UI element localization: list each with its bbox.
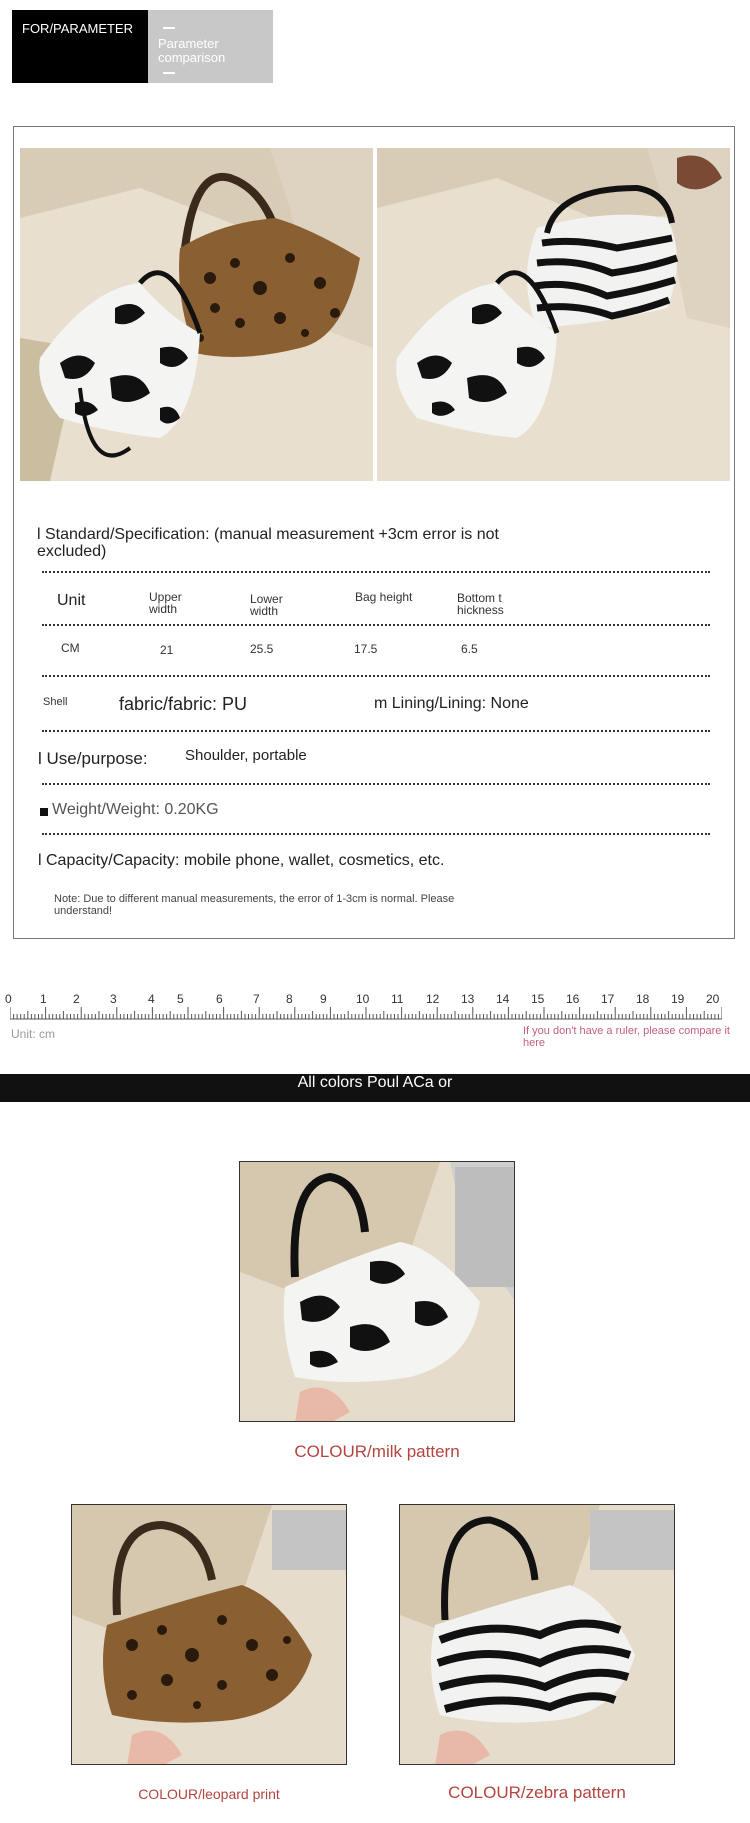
divider [42, 730, 710, 732]
product-image-milk-pattern [239, 1161, 515, 1422]
caption-leopard-print: COLOUR/leopard print [138, 1786, 280, 1802]
product-photo-cow-zebra [377, 148, 730, 481]
ruler-number: 3 [110, 992, 117, 1006]
weight-value: Weight/Weight: 0.20KG [52, 801, 219, 818]
ruler-number: 5 [177, 992, 184, 1006]
ruler-number: 16 [566, 992, 580, 1006]
standard-heading: l Standard/Specification: (manual measurement +3cm error is not excluded) [37, 526, 499, 560]
divider [42, 571, 710, 573]
capacity-value: l Capacity/Capacity: mobile phone, wallet, cosmetics, etc. [38, 852, 445, 869]
ruler-number: 12 [426, 992, 440, 1006]
ruler-compare-note: If you don't have a ruler, please compare it here [523, 1025, 730, 1049]
ruler-number: 9 [320, 992, 327, 1006]
table-header-upper-width: Upper width [149, 590, 182, 616]
ruler-number: 10 [356, 992, 370, 1006]
ruler-number: 7 [253, 992, 260, 1006]
table-header-unit: Unit [57, 592, 86, 609]
table-header-bottom-thickness: Bottom thickness [457, 591, 504, 617]
banner-title: FOR/PARAMETER [22, 21, 133, 36]
caption-milk-pattern: COLOUR/milk pattern [294, 1442, 460, 1461]
use-value: Shoulder, portable [185, 747, 307, 764]
divider [42, 675, 710, 677]
caption-zebra-pattern: COLOUR/zebra pattern [448, 1783, 626, 1802]
ruler-number: 4 [148, 992, 155, 1006]
table-cell-bottom-thickness: 6.5 [461, 642, 478, 656]
ruler-number: 0 [5, 992, 12, 1006]
ruler-number: 14 [496, 992, 510, 1006]
table-cell-upper-width: 21 [160, 643, 174, 657]
ruler-number: 17 [601, 992, 615, 1006]
table-cell-unit: CM [61, 641, 80, 655]
bullet-icon [40, 808, 48, 816]
fabric-value: fabric/fabric: PU [119, 694, 248, 714]
ruler-number: 8 [286, 992, 293, 1006]
product-photo-cow-leopard [20, 148, 373, 481]
banner-subtitle: Parameter comparison [158, 36, 226, 65]
lining-value: m Lining/Lining: None [374, 695, 529, 712]
table-cell-lower-width: 25.5 [250, 642, 274, 656]
colors-banner-text: All colors Poul ACa or [297, 1074, 453, 1091]
ruler-unit: Unit: cm [11, 1027, 56, 1041]
ruler-number: 13 [461, 992, 475, 1006]
colors-banner [0, 1074, 750, 1102]
product-image-zebra-pattern [399, 1504, 675, 1765]
shell-label: Shell [43, 696, 68, 708]
parameter-banner-label [12, 10, 148, 83]
specification-panel [13, 126, 735, 939]
ruler-scale [10, 1006, 722, 1020]
table-header-lower-width: Lower width [250, 592, 283, 618]
ruler-number: 1 [40, 992, 47, 1006]
banner-decor-line [163, 72, 175, 74]
table-cell-bag-height: 17.5 [354, 642, 378, 656]
parameter-comparison-banner [148, 10, 273, 83]
ruler-number: 20 [706, 992, 720, 1006]
use-label: l Use/purpose: [38, 749, 148, 768]
product-image-leopard-print [71, 1504, 347, 1765]
ruler-number: 15 [531, 992, 545, 1006]
table-header-bag-height: Bag height [355, 590, 413, 604]
ruler-number: 19 [671, 992, 685, 1006]
divider [42, 624, 710, 626]
ruler-number: 2 [73, 992, 80, 1006]
banner-decor-line [163, 27, 175, 29]
divider [42, 833, 710, 835]
divider [42, 783, 710, 785]
ruler-number: 11 [391, 992, 404, 1006]
ruler-number: 18 [636, 992, 650, 1006]
ruler-number: 6 [216, 992, 223, 1006]
measurement-note: Note: Due to different manual measurements, the error of 1-3cm is normal. Please understand! [54, 893, 455, 917]
